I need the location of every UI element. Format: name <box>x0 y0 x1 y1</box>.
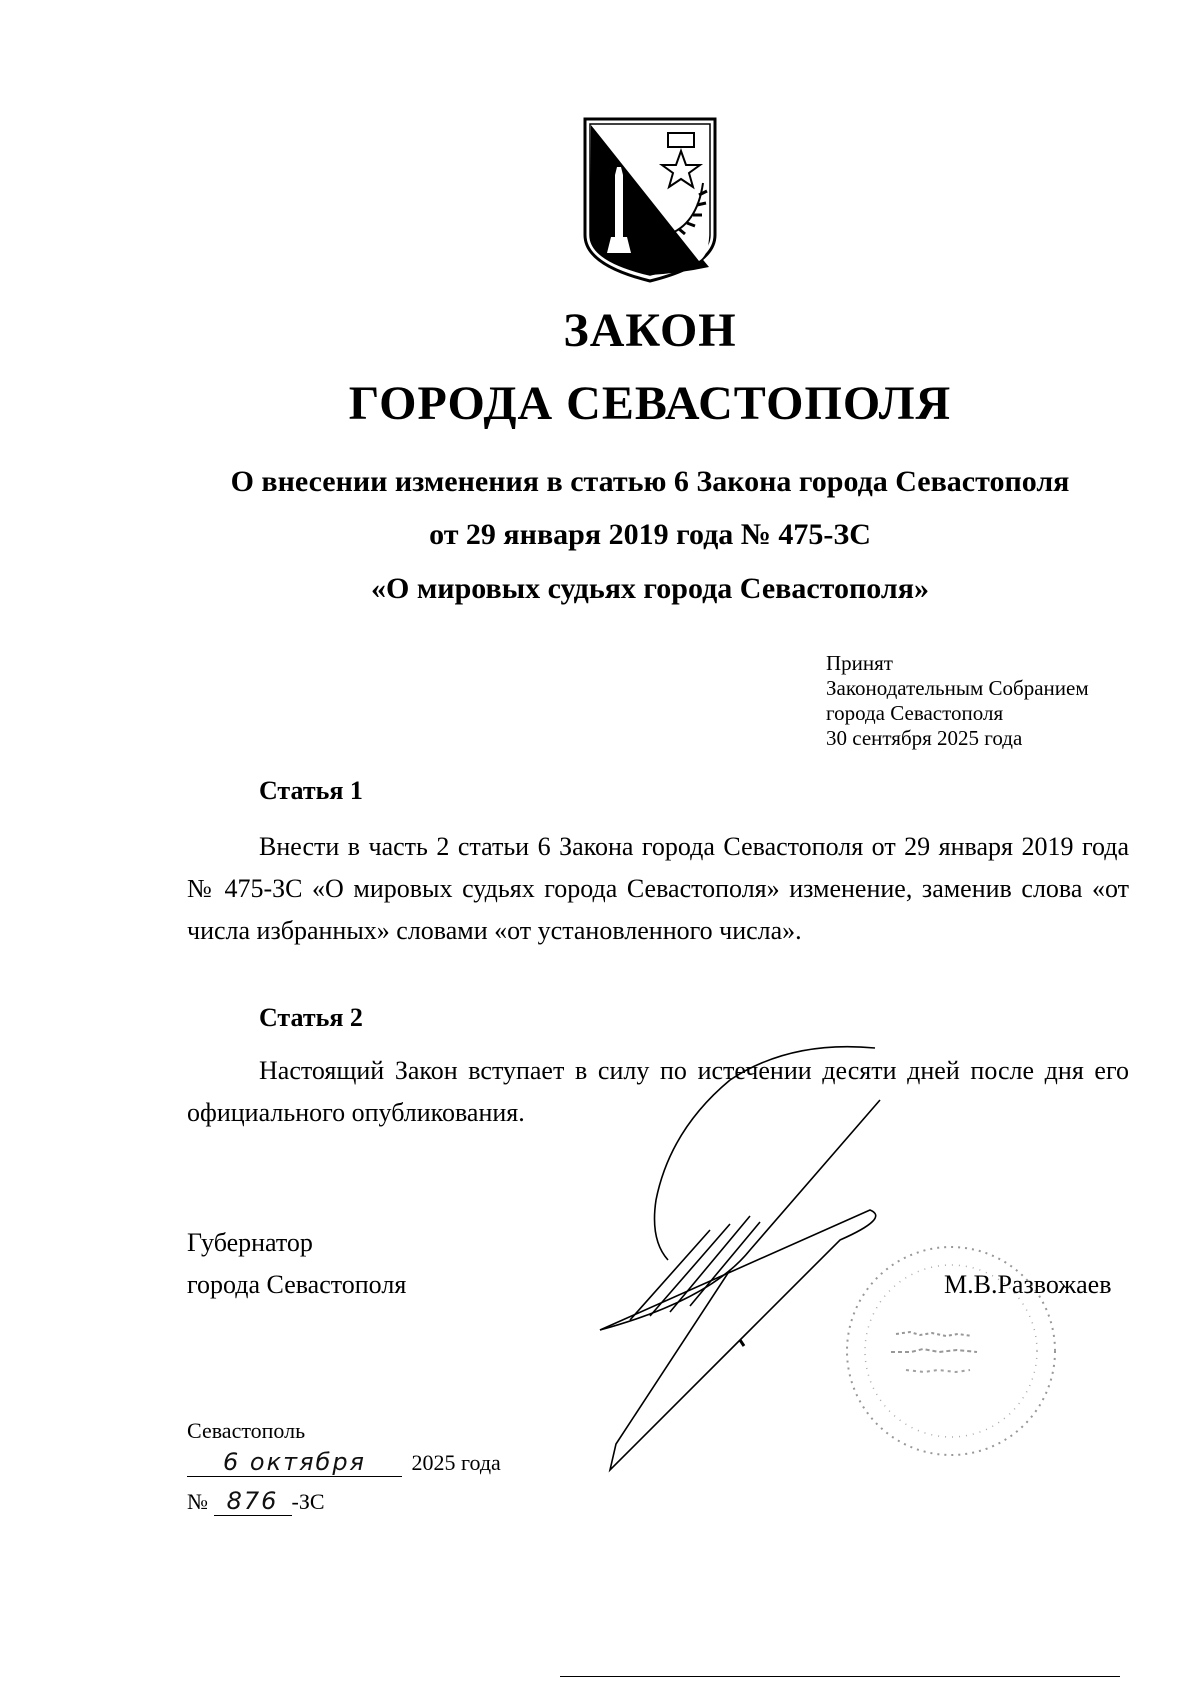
article-1-heading: Статья 1 <box>259 776 363 805</box>
article-1-text: Внести в часть 2 статьи 6 Закона города Севастополя от 29 января 2019 года № 475-ЗС «О мировых судьях города Севастополя» изменение, заменив слова «от числа избранных» словами «от установленного числа». <box>187 832 1129 945</box>
signer-position-line-2: города Севастополя <box>187 1270 407 1299</box>
adoption-line: 30 сентября 2025 года <box>826 726 1023 750</box>
bottom-edge-line <box>560 1676 1120 1677</box>
law-number <box>187 1487 325 1516</box>
coat-of-arms-icon <box>581 115 719 287</box>
signing-year: 2025 года <box>411 1450 501 1475</box>
adoption-line: города Севастополя <box>826 701 1004 725</box>
law-title-line-3: «О мировых судьях города Севастополя» <box>371 572 929 605</box>
signer-name: М.В.Развожаев <box>944 1270 1112 1299</box>
article-2-heading: Статья 2 <box>259 1003 363 1032</box>
number-suffix: -ЗС <box>291 1489 325 1514</box>
law-title-line-1: О внесении изменения в статью 6 Закона города Севастополя <box>230 465 1070 498</box>
signer-position-line-1: Губернатор <box>187 1228 313 1257</box>
adoption-note <box>826 651 1089 751</box>
adoption-line: Законодательным Собранием <box>826 676 1089 700</box>
law-title-line-2: от 29 января 2019 года № 475-ЗС <box>429 518 871 551</box>
signing-date <box>187 1448 501 1477</box>
document-subtitle: ГОРОДА СЕВАСТОПОЛЯ <box>348 377 952 430</box>
place-of-signing: Севастополь <box>187 1418 306 1443</box>
article-2-text: Настоящий Закон вступает в силу по истечении десяти дней после дня его официального опубликования. <box>187 1056 1129 1127</box>
document-title: ЗАКОН <box>563 304 737 357</box>
adoption-line: Принят <box>826 651 893 675</box>
number-sign: № <box>187 1489 208 1514</box>
handwritten-date: 6 октября <box>187 1448 402 1477</box>
official-stamp <box>836 1236 1066 1466</box>
handwritten-number: 876 <box>214 1487 292 1516</box>
